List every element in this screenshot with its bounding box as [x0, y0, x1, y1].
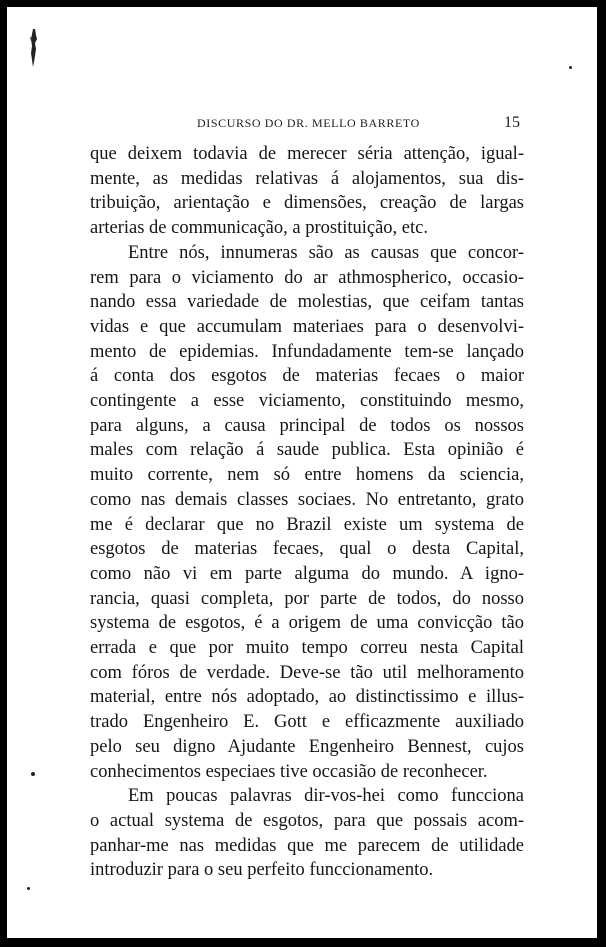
book-page — [7, 7, 597, 938]
page-number: 15 — [504, 114, 520, 131]
paragraph — [90, 142, 524, 241]
text-line: Entre nós, innumeras são as causas que concor- — [128, 242, 524, 263]
text-line: introduzir para o seu perfeito funccionamento. — [90, 860, 434, 881]
text-line: vidas e que accumulam materiaes para o desenvolvi- — [90, 316, 524, 337]
text-line: systema de esgotos, é a origem de uma convicção tão — [90, 613, 524, 634]
running-title: DISCURSO DO DR. MELLO BARRETO — [197, 116, 420, 130]
text-line: muito corrente, nem só entre homens da sciencia, — [90, 465, 524, 486]
text-line: males com relação á saude publica. Esta opinião é — [90, 440, 524, 461]
paragraph — [90, 241, 524, 784]
text-line: o actual systema de esgotos, para que possais acom- — [90, 810, 524, 831]
text-line: panhar-me nas medidas que me parecem de utilidade — [90, 835, 524, 856]
text-line: tribuição, arientação e dimensões, creação de largas — [90, 193, 524, 214]
text-line: com fóros de verdade. Deve-se tão util melhoramento — [90, 662, 524, 683]
ink-blot-mark — [30, 29, 38, 67]
text-line: trado Engenheiro E. Gott e efficazmente auxiliado — [90, 712, 524, 733]
text-line: pelo seu digno Ajudante Engenheiro Bennest, cujos — [90, 736, 524, 757]
text-line: á conta dos esgotos de materias fecaes o maior — [90, 366, 524, 387]
text-line: material, entre nós adoptado, ao distinctissimo e illus- — [90, 687, 524, 708]
text-line: mente, as medidas relativas á alojamentos, sua dis- — [90, 168, 524, 189]
text-line: arterias de communicação, a prostituição, etc. — [90, 218, 428, 239]
paragraph — [90, 784, 524, 883]
text-line: errada e que por muito tempo correu nesta Capital — [90, 638, 524, 659]
text-line: nando essa variedade de molestias, que ceifam tantas — [90, 292, 524, 313]
paper-speck — [27, 887, 30, 890]
paper-speck — [31, 772, 35, 776]
text-line: esgotos de materias fecaes, qual o desta Capital, — [90, 539, 524, 560]
text-line: Em poucas palavras dir-vos-hei como funcciona — [128, 786, 524, 807]
text-line: conhecimentos especiaes tive occasião de reconhecer. — [90, 761, 488, 782]
text-line: como nas demais classes sociaes. No entretanto, grato — [90, 489, 524, 510]
text-line: para alguns, a causa principal de todos os nossos — [90, 415, 524, 436]
body-text — [90, 142, 524, 883]
text-line: rancia, quasi completa, por parte de todos, do nosso — [90, 588, 524, 609]
text-line: me é declarar que no Brazil existe um systema de — [90, 514, 524, 535]
text-line: como não vi em parte alguma do mundo. A igno- — [90, 563, 524, 584]
text-line: mento de epidemias. Infundadamente tem-se lançado — [90, 341, 524, 362]
text-line: contingente a esse viciamento, constituindo mesmo, — [90, 391, 524, 412]
text-line: rem para o viciamento do ar athmospherico, occasio- — [90, 267, 524, 288]
text-line: que deixem todavia de merecer séria attenção, igual- — [90, 144, 524, 164]
paper-speck — [569, 66, 572, 69]
